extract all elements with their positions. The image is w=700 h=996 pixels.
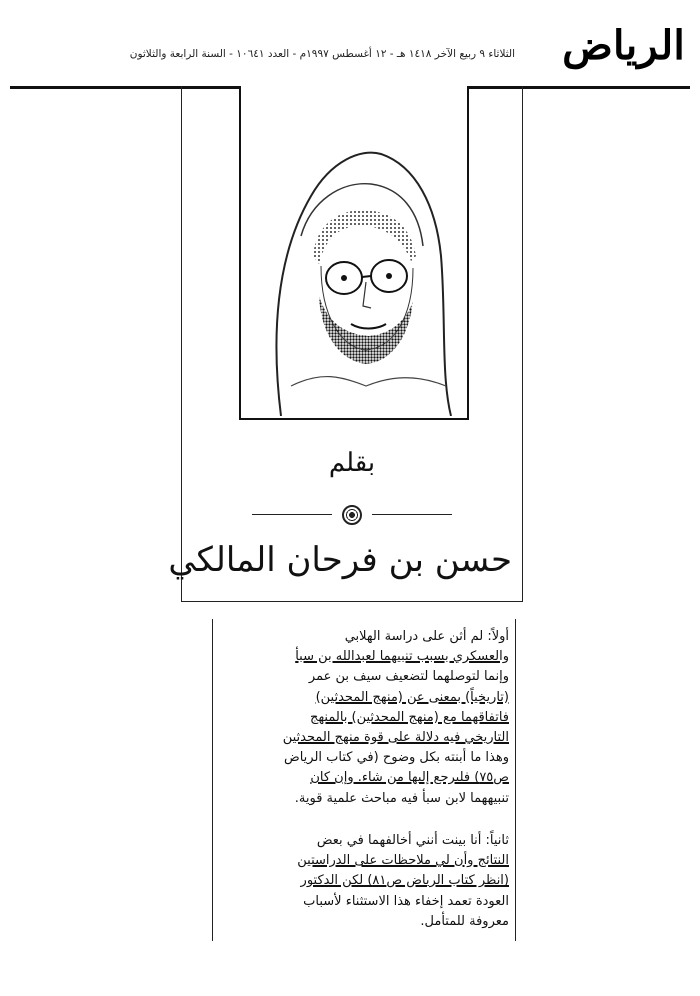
paragraph-first: [219, 627, 509, 809]
issue-dateline: الثلاثاء ٩ ربيع الآخر ١٤١٨ هـ - ١٢ أغسطس ١٩٩٧م - العدد ١٠٦٤١ - السنة الرابعة والثلاثون: [129, 48, 515, 60]
text-line: تنبيههما لابن سبأ فيه مباحث علمية قوية.: [294, 790, 509, 806]
text-line: وإنما لتوصلهما لتضعيف سيف بن عمر: [308, 669, 509, 685]
text-line: والعسكري بسبب تنبيهما لعبدالله بن سبأ: [295, 649, 509, 665]
text-line: معروفة للمتأمل.: [420, 913, 509, 929]
text-line: ص٧٥) فليرجع إليها من شاء. وإن كان: [310, 770, 509, 786]
article-text-column: [212, 619, 516, 941]
paragraph-second: [219, 831, 509, 932]
text-line: أولاً: لم أثن على دراسة الهلابي: [344, 629, 509, 644]
author-name: حسن بن فرحان المالكي: [168, 540, 512, 580]
author-portrait: [239, 86, 469, 420]
divider-line-left: [252, 514, 332, 515]
divider-line-right: [372, 514, 452, 515]
ornamental-divider: [252, 505, 452, 525]
text-line: ثانياً: أنا بينت أنني أخالفهما في بعض: [316, 833, 509, 848]
text-line: (انظر كتاب الرياض ص٨١) لكن الدكتور: [300, 873, 509, 889]
text-line: التاريخي فيه دلالة على قوة منهج المحدثين: [282, 730, 509, 746]
text-line: العودة تعمد إخفاء هذا الاستثناء لأسباب: [303, 893, 509, 909]
newspaper-masthead: [0, 0, 700, 100]
newspaper-logo: الرياض: [562, 22, 685, 69]
text-line: فاتفاقهما مع (منهج المحدثين) بالمنهج: [310, 709, 509, 725]
medallion-icon: [342, 505, 362, 525]
text-line: (تاريخياً) بمعنى عن (منهج المحدثين): [315, 689, 509, 705]
by-label: بقلم: [328, 448, 376, 478]
text-line: النتائج وأن لي ملاحظات على الدراستين: [297, 853, 509, 869]
text-line: وهذا ما أبنته بكل وضوح (في كتاب الرياض: [283, 750, 509, 766]
